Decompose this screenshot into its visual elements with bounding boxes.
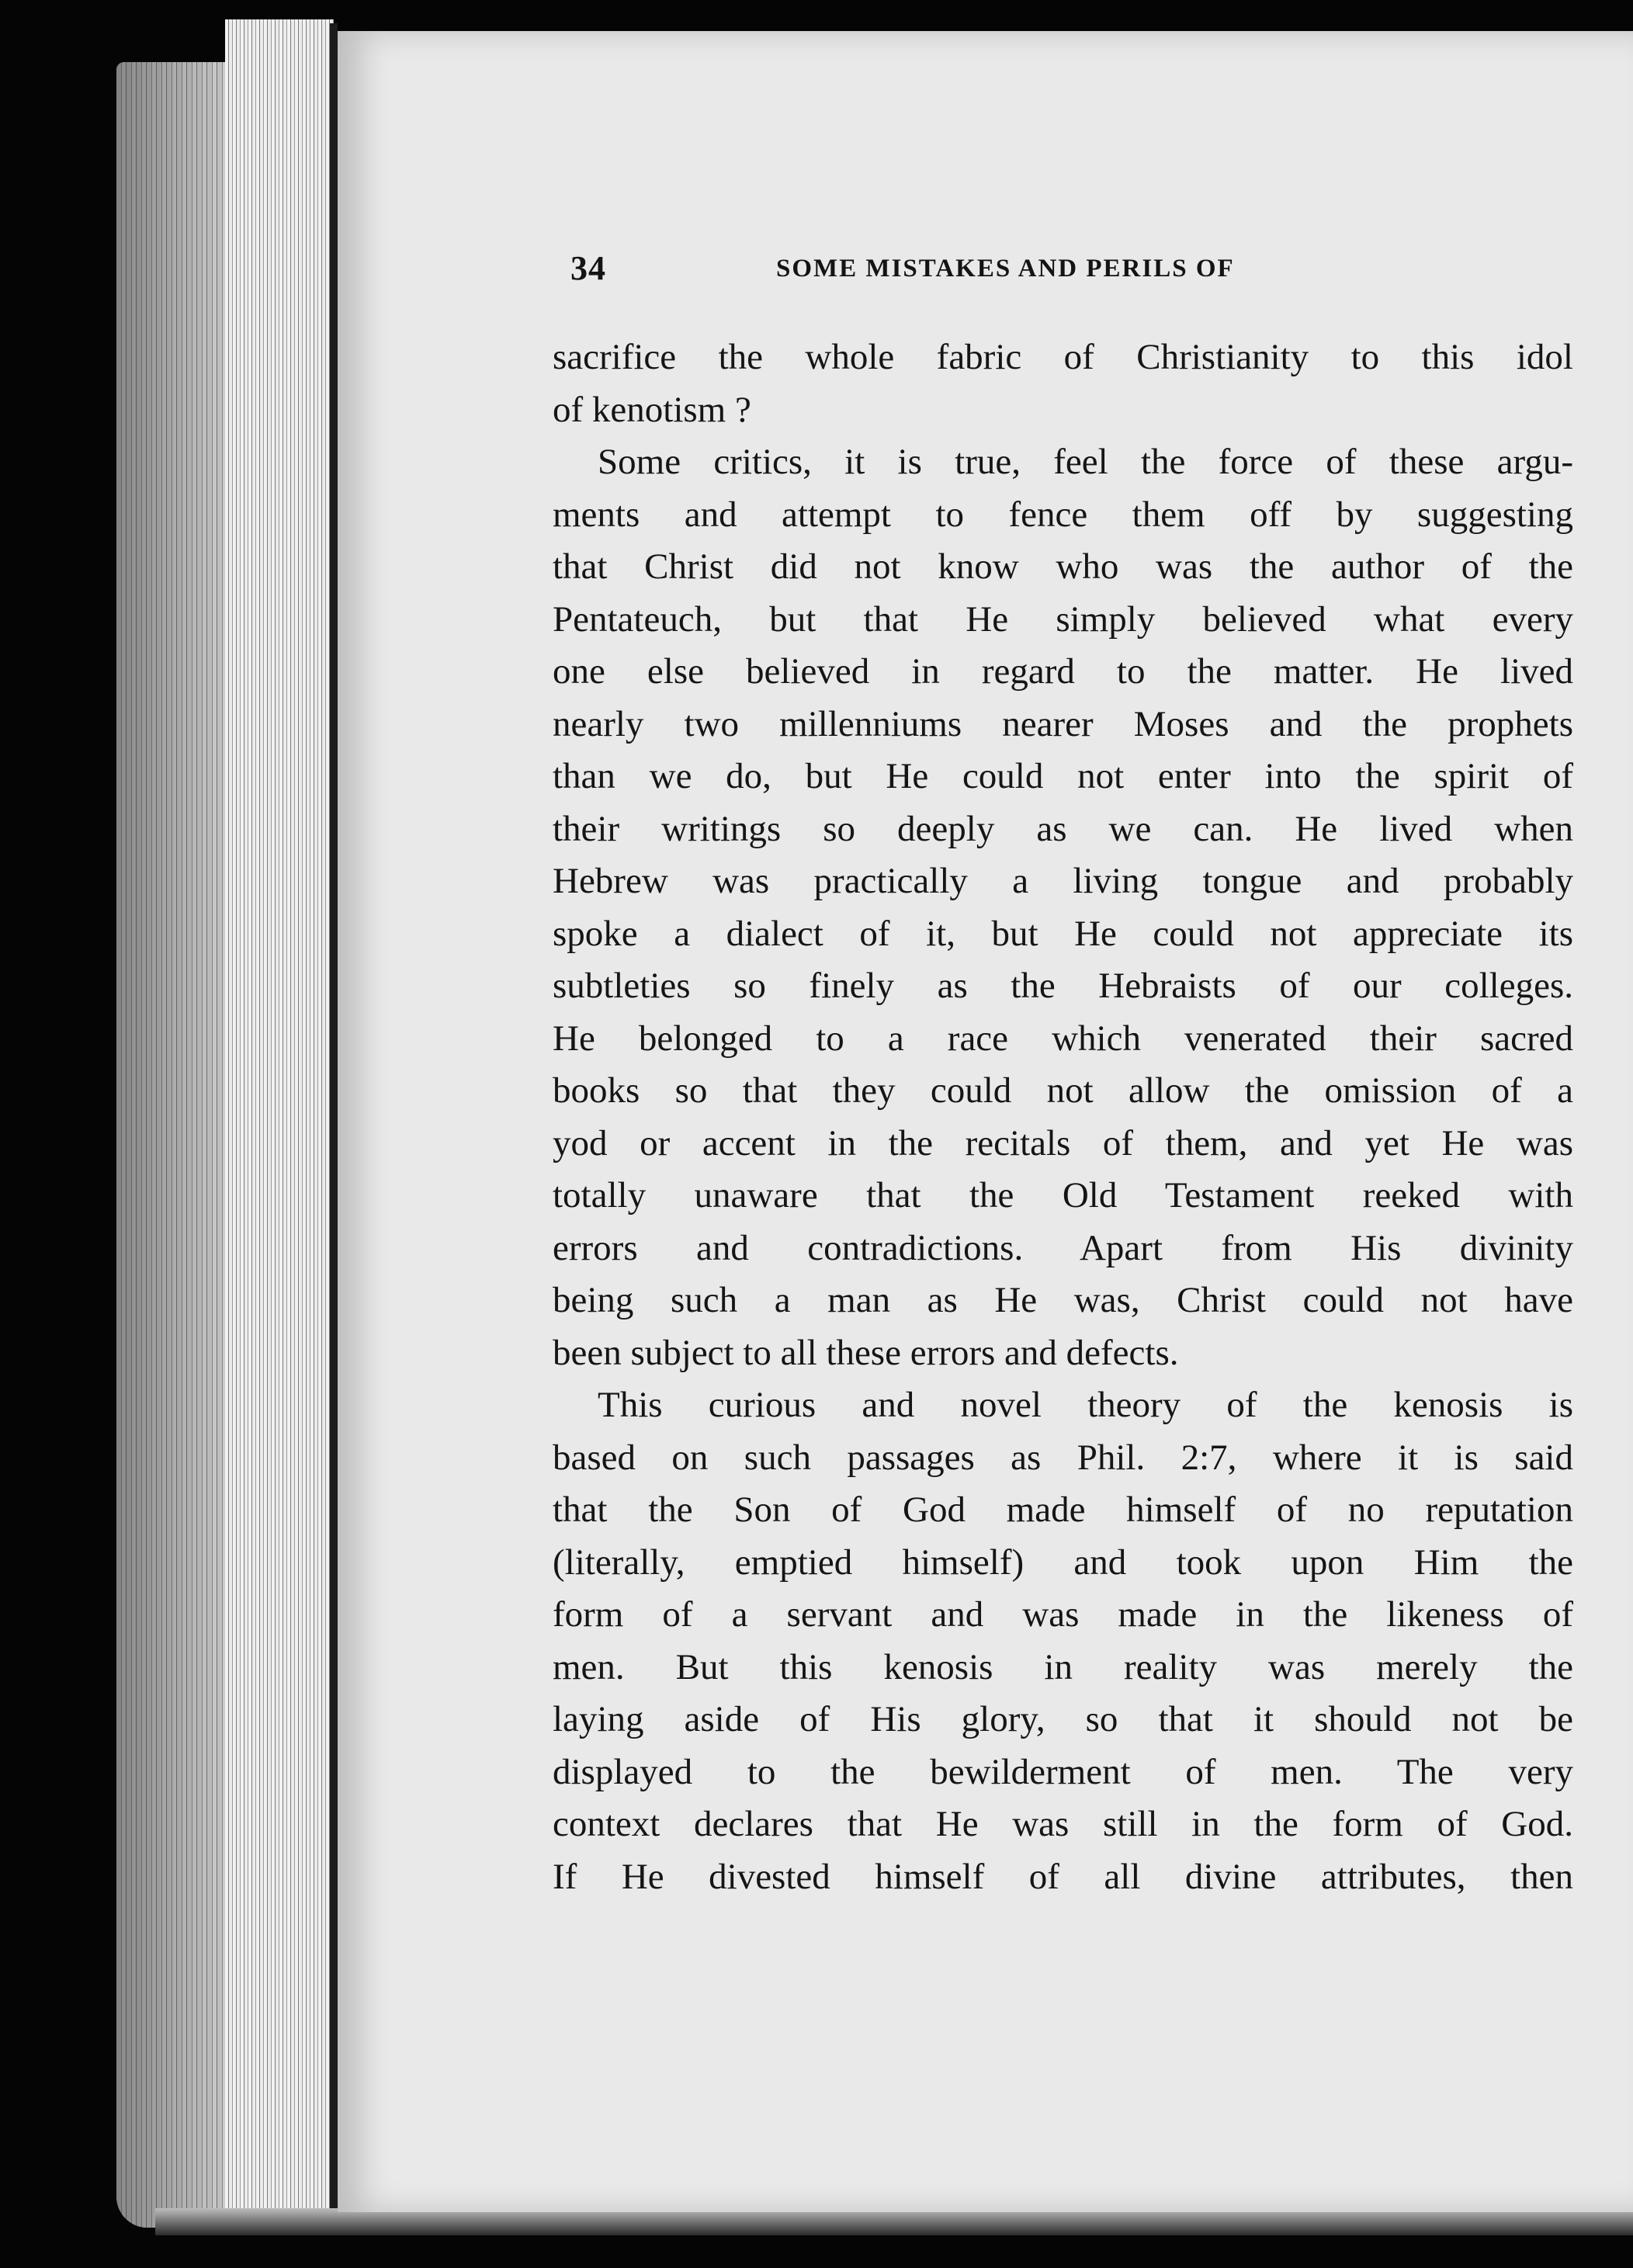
text-line: their writings so deeply as we can. He lived when [553,808,1573,849]
text-line: men. But this kenosis in reality was merely the [553,1646,1573,1687]
text-line: He belonged to a race which venerated their sacred [553,1018,1573,1059]
text-line: nearly two millenniums nearer Moses and the prophets [553,703,1573,744]
text-line: based on such passages as Phil. 2:7, where it is said [553,1437,1573,1478]
text-line: ments and attempt to fence them off by suggesting [553,494,1573,535]
text-line: sacrifice the whole fabric of Christianity to this idol [553,337,1573,377]
binding-edge [225,19,334,2216]
text-line: one else believed in regard to the matter. He lived [553,651,1573,692]
book-bottom-edge [155,2208,1633,2235]
text-line: yod or accent in the recitals of them, and yet He was [553,1122,1573,1163]
text-line: been subject to all these errors and defects. [553,1332,1179,1373]
text-line: of kenotism ? [553,389,751,430]
text-line: form of a servant and was made in the likeness of [553,1594,1573,1635]
text-line: laying aside of His glory, so that it should not be [553,1699,1573,1739]
body-text [553,331,1573,1903]
spine-gutter [330,23,338,2220]
text-line: displayed to the bewilderment of men. The very [553,1751,1573,1792]
text-line: books so that they could not allow the omission of a [553,1070,1573,1111]
text-line: totally unaware that the Old Testament reeked with [553,1175,1573,1215]
text-line: subtleties so finely as the Hebraists of our colleges. [553,966,1573,1006]
text-line: If He divested himself of all divine attributes, then [553,1856,1573,1897]
text-line: errors and contradictions. Apart from His divinity [553,1227,1573,1268]
text-line: Pentateuch, but that He simply believed what every [553,598,1573,640]
text-line: Some critics, it is true, feel the force of these argu- [598,442,1573,482]
text-line: that Christ did not know who was the author of the [553,546,1573,587]
page-number: 34 [570,249,606,287]
text-line: than we do, but He could not enter into the spirit of [553,756,1573,796]
text-line: being such a man as He was, Christ could not have [553,1280,1573,1320]
text-line: that the Son of God made himself of no reputation [553,1489,1573,1530]
running-head-title: SOME MISTAKES AND PERILS OF [776,255,1235,283]
text-line: (literally, emptied himself) and took upon Him the [553,1541,1573,1583]
running-head [570,248,1587,295]
text-line: This curious and novel theory of the kenosis is [598,1385,1573,1425]
text-line: spoke a dialect of it, but He could not appreciate its [553,913,1573,954]
text-line: context declares that He was still in the form of God. [553,1804,1573,1844]
text-line: Hebrew was practically a living tongue and probably [553,861,1573,901]
